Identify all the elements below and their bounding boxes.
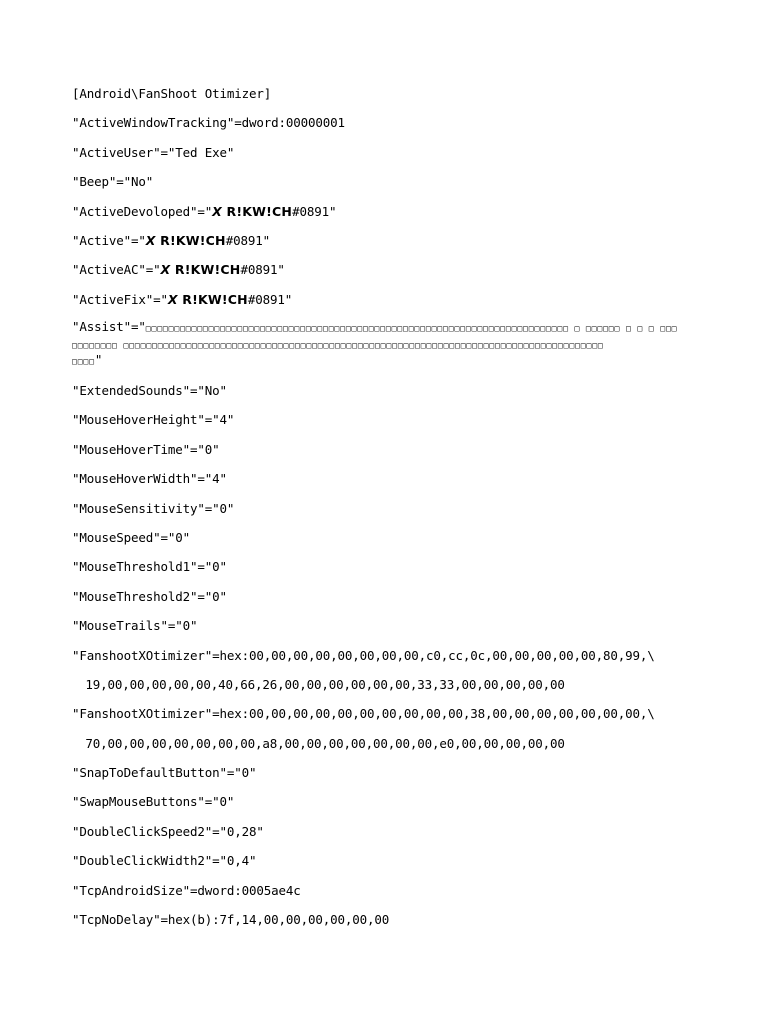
missing-glyph-boxes: □□□□ — [72, 357, 95, 367]
registry-entry — [72, 203, 702, 220]
garbled-glyphs: X R!KW!CH — [212, 203, 293, 219]
registry-section-header: [Android\FanShoot Otimizer] — [72, 86, 272, 101]
missing-glyph-boxes: □□□□□□□□ □□□□□□□□□□□□□□□□□□□□□□□□□□□□□□□□□□□□□□□□□□□□□□□□□□□□□□□□□□□□□□□□□□□□□□□□□□□□□□□□□□□□ — [72, 340, 604, 350]
registry-entry: "ExtendedSounds"="No" — [72, 383, 227, 399]
registry-entry-continuation: 70,00,00,00,00,00,00,00,a8,00,00,00,00,00,00,00,e0,00,00,00,00,00 — [78, 735, 565, 751]
registry-entry: "SwapMouseButtons"="0" — [72, 794, 235, 810]
registry-entry — [72, 261, 702, 278]
garbled-glyphs: X R!KW!CH — [145, 232, 226, 248]
entry-key: "Active"=" — [72, 232, 146, 248]
entry-key: "ActiveAC"=" — [72, 262, 161, 278]
registry-entry: "SnapToDefaultButton"="0" — [72, 765, 257, 781]
entry-key: "ActiveFix"=" — [72, 291, 168, 307]
registry-entry: "Beep"="No" — [72, 174, 154, 190]
entry-suffix: #0891" — [240, 262, 285, 278]
missing-glyph-boxes: □□□□□□□□□□□□□□□□□□□□□□□□□□□□□□□□□□□□□□□□□□□□□□□□□□□□□□□□□□□□□□□□□□□□□□□□□□ □ □□□□□□ □ □ □ □□□ — [145, 324, 678, 334]
garbled-glyphs: X R!KW!CH — [167, 291, 248, 307]
registry-entry-continuation: 19,00,00,00,00,00,40,66,26,00,00,00,00,00,00,33,33,00,00,00,00,00 — [78, 676, 565, 692]
entry-suffix: #0891" — [225, 232, 270, 248]
registry-entry: "MouseTrails"="0" — [72, 618, 198, 634]
registry-entry: "ActiveWindowTracking"=dword:00000001 — [72, 115, 345, 131]
registry-entry: "MouseThreshold2"="0" — [72, 588, 227, 604]
garbled-glyphs: X R!KW!CH — [160, 262, 241, 278]
registry-entry: "TcpNoDelay"=hex(b):7f,14,00,00,00,00,00,00 — [72, 912, 390, 928]
registry-entry: "MouseThreshold1"="0" — [72, 559, 227, 575]
registry-text — [72, 85, 702, 940]
registry-entry: "MouseSensitivity"="0" — [72, 500, 235, 516]
registry-entry: "DoubleClickSpeed2"="0,28" — [72, 823, 264, 839]
entry-suffix: " — [94, 352, 103, 368]
registry-entry: "FanshootXOtimizer"=hex:00,00,00,00,00,00,00,00,00,00,38,00,00,00,00,00,00,00,\ — [72, 706, 655, 722]
registry-entry: "TcpAndroidSize"=dword:0005ae4c — [72, 882, 301, 898]
entry-suffix: #0891" — [247, 291, 293, 307]
registry-entry — [72, 232, 702, 249]
registry-entry: "MouseHoverWidth"="4" — [72, 471, 227, 487]
entry-suffix: #0891" — [292, 203, 337, 219]
registry-entry: "MouseHoverTime"="0" — [72, 441, 220, 457]
entry-key: "Assist"=" — [72, 319, 146, 335]
registry-entry: "MouseSpeed"="0" — [72, 529, 191, 545]
entry-key: "ActiveDevoloped"=" — [72, 203, 213, 219]
registry-entry: "DoubleClickWidth2"="0,4" — [72, 853, 257, 869]
registry-entry: "MouseHoverHeight"="4" — [72, 412, 235, 428]
assist-entry — [72, 320, 702, 370]
registry-entry — [72, 291, 702, 308]
registry-entry: "FanshootXOtimizer"=hex:00,00,00,00,00,00,00,00,c0,cc,0c,00,00,00,00,00,80,99,\ — [72, 647, 655, 663]
registry-entry: "ActiveUser"="Ted Exe" — [72, 144, 235, 160]
